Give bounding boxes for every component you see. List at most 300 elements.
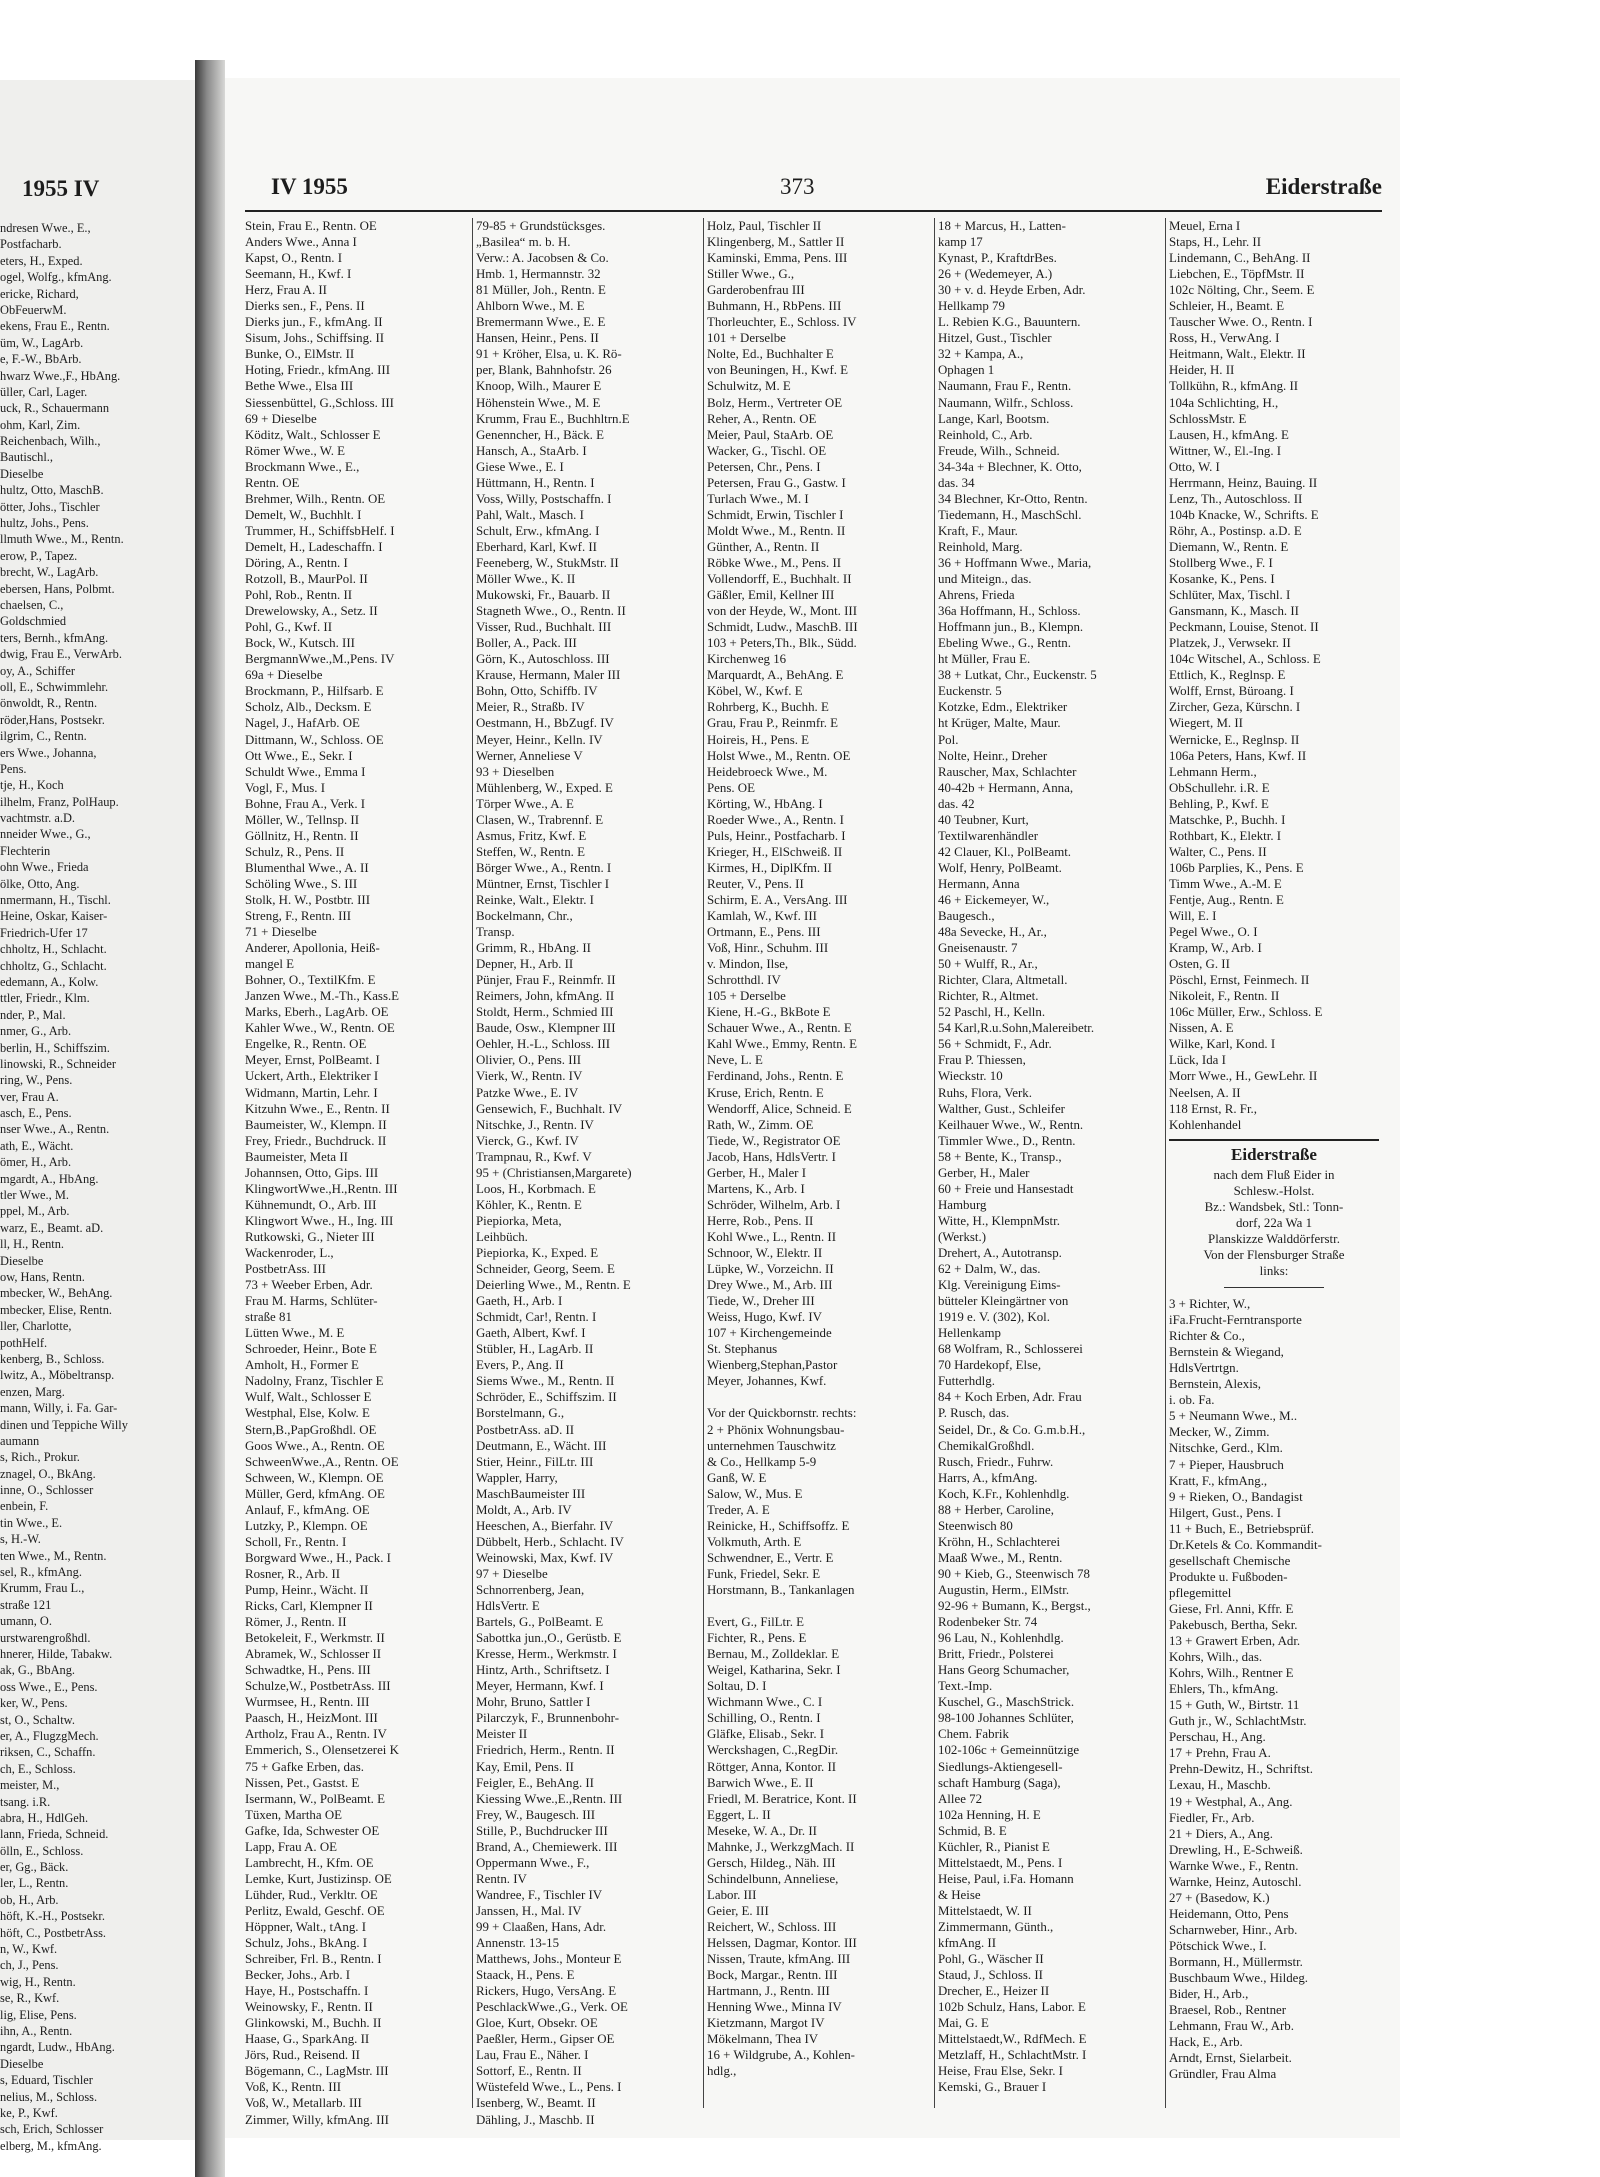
listing-entry: Lehmann, Frau W., Arb. [1169,2019,1294,2034]
listing-entry: Görn, K., Autoschloss. III [476,652,610,667]
facing-page-entry: nelius, M., Schloss. [0,2089,98,2104]
listing-entry: Genenncher, H., Bäck. E [476,427,604,442]
listing-entry: Vierck, G., Kwf. IV [476,1133,579,1148]
listing-entry: Staps, H., Lehr. II [1169,235,1262,250]
listing-entry: Hoting, Friedr., kfmAng. III [245,363,391,378]
facing-page-entry: ers Wwe., Johanna, [0,745,97,760]
listing-entry: das. 42 [938,796,975,811]
facing-page-entry: tin Wwe., E. [0,1515,63,1530]
facing-page-entry: höft, C., PostbetrAss. [0,1925,107,1940]
facing-page-entry: straße 121 [0,1597,52,1612]
column-divider [934,218,935,2108]
listing-entry: Matschke, P., Buchh. I [1169,812,1286,827]
column-divider [472,218,473,2108]
listing-entry: Peckmann, Louise, Stenot. II [1169,620,1319,635]
listing-entry: Deutmann, E., Wächt. III [476,1438,607,1453]
listing-entry: Piepiorka, Meta, [476,1213,562,1228]
listing-entry: Ruhs, Flora, Verk. [938,1085,1032,1100]
listing-entry: Döring, A., Rentn. I [245,555,348,570]
listing-entry: Dittmann, W., Schloss. OE [245,732,384,747]
listing-entry: Reinke, Walt., Elektr. I [476,892,594,907]
listing-entry: 68 Wolfram, R., Schlosserei [938,1342,1083,1357]
listing-entry: Patzke Wwe., E. IV [476,1085,579,1100]
listing-entry: Brehmer, Wilh., Rentn. OE [245,491,386,506]
facing-page-entry: röder,Hans, Postsekr. [0,712,105,727]
listing-entry: Pegel Wwe., O. I [1169,925,1258,940]
listing-entry: 16 + Wildgrube, A., Kohlen- [707,2048,855,2063]
listing-entry: Grau, Frau P., Reinmfr. E [707,716,839,731]
listing-entry: Vogl, F., Mus. I [245,780,326,795]
listing-entry: Schulwitz, M. E [707,379,791,394]
facing-page-entry: Dieselbe [0,466,44,481]
listing-entry: hdlg., [707,2064,737,2079]
listing-entry: 81 Müller, Joh., Rentn. E [476,283,606,298]
listing-entry: Rentn. OE [245,475,300,490]
listing-entry: pflegemittel [1169,1585,1232,1600]
facing-page-entry: berlin, H., Schiffszim. [0,1040,110,1055]
listing-entry: Kramp, W., Arb. I [1169,941,1262,956]
facing-page-entry: s, H.-W. [0,1532,41,1547]
street-info-line: links: [1259,1264,1289,1278]
listing-entry: Hüttmann, H., Rentn. I [476,475,595,490]
facing-page-entry: Krumm, Frau L., [0,1581,85,1596]
listing-entry: 11 + Buch, E., Betriebsprüf. [1169,1521,1314,1536]
listing-entry: 102a Henning, H. E [938,1807,1041,1822]
street-info-line: Planskizze Walddörferstr. [1208,1231,1340,1246]
listing-entry: 34 Blechner, Kr-Otto, Rentn. [938,491,1088,506]
listing-entry: Weinowsky, F., Rentn. II [245,2000,373,2015]
facing-page-entry: ke, P., Kwf. [0,2105,58,2120]
listing-entry: PostbetrAss. III [245,1262,326,1277]
listing-entry: Anders Wwe., Anna I [245,235,357,250]
facing-page-entry: tje, H., Koch [0,778,64,793]
listing-entry: 99 + Claaßen, Hans, Adr. [476,1919,607,1934]
facing-page-entry: oy, A., Schiffer [0,663,76,678]
listing-entry: 90 + Kieb, G., Steenwisch 78 [938,1566,1090,1581]
listing-entry: 30 + v. d. Heyde Erben, Adr. [938,283,1086,298]
facing-page-entry: Pens. [0,761,27,776]
listing-entry: Baumeister, Meta II [245,1149,348,1164]
listing-entry: BergmannWwe.,M.,Pens. IV [245,652,395,667]
listing-entry: Schmid, B. E [938,1823,1007,1838]
listing-entry: Kiessing Wwe.,E.,Rentn. III [476,1791,623,1806]
listing-entry: Meyer, Heinr., Kelln. IV [476,732,603,747]
listing-entry: Wurmsee, H., Rentn. III [245,1695,370,1710]
listing-entry: Meyer, Hermann, Kwf. I [476,1679,604,1694]
listing-entry: Abramek, W., Schlosser II [245,1647,382,1662]
listing-entry: Guth jr., W., SchlachtMstr. [1169,1714,1307,1729]
listing-entry: Nissen, A. E [1169,1021,1234,1036]
listing-entry: Wendorff, Alice, Schneid. E [707,1101,852,1116]
listing-entry: Meyer, Ernst, PolBeamt. I [245,1053,380,1068]
listing-entry: Anlauf, F., kfmAng. OE [245,1502,370,1517]
listing-entry: Wandree, F., Tischler IV [476,1887,603,1902]
listing-entry: Feigler, E., BehAng. II [476,1775,594,1790]
listing-entry: Hoireis, H., Pens. E [707,732,810,747]
listing-entry: Kirchenweg 16 [707,652,787,667]
listing-entry: Bohne, Frau A., Verk. I [245,796,366,811]
listing-entry: Allee 72 [938,1791,983,1806]
listing-entry: Timm Wwe., A.-M. E [1169,876,1282,891]
listing-entry: 38 + Lutkat, Chr., Euckenstr. 5 [938,668,1097,683]
listing-entry: Isenberg, W., Beamt. II [476,2096,596,2111]
listing-entry: Visser, Rud., Buchhalt. III [476,620,612,635]
listing-entry: Isermann, W., PolBeamt. E [245,1791,385,1806]
listing-entry: Witte, H., KlempnMstr. [938,1213,1060,1228]
page-header [225,174,1382,212]
listing-entry: schaft Hamburg (Saga), [938,1775,1061,1790]
listing-entry: Giese, Frl. Anni, Kffr. E [1169,1601,1294,1616]
listing-entry: Scharnweber, Hinr., Arb. [1169,1922,1298,1937]
listing-entry: Nikoleit, F., Rentn. II [1169,989,1280,1004]
listing-entry: Stoldt, Herm., Schmied III [476,1005,614,1020]
facing-page-entry: chaelsen, C., [0,597,64,612]
facing-page-entry: Bautischl., [0,450,53,465]
facing-page-entry: ngardt, Ludw., HbAng. [0,2040,115,2055]
listing-entry: Schulz, R., Pens. II [245,844,345,859]
listing-entry: Schmidt, Car!, Rentn. I [476,1310,597,1325]
listing-entry: Freude, Wilh., Schneid. [938,443,1060,458]
listing-entry: 104a Schlichting, H., [1169,395,1279,410]
facing-page-entry: hwarz Wwe.,F., HbAng. [0,368,121,383]
listing-entry: Krause, Hermann, Maler III [476,668,621,683]
facing-page-entry: st, O., Schaltw. [0,1712,75,1727]
listing-entry: Müntner, Ernst, Tischler I [476,876,610,891]
listing-entry: Streng, F., Rentn. III [245,909,352,924]
listing-entry: von Beuningen, H., Kwf. E [707,363,849,378]
listing-entry: Petersen, Chr., Pens. I [707,459,821,474]
listing-entry: Gansmann, K., Masch. II [1169,604,1299,619]
listing-entry: v. Mindon, Ilse, [707,957,789,972]
facing-page-entry: meister, M., [0,1778,60,1793]
listing-entry: Heeschen, A., Bierfahr. IV [476,1518,614,1533]
facing-page-entry: üller, Carl, Lager. [0,384,88,399]
listing-entry: Oehler, H.-L., Schloss. III [476,1037,611,1052]
listing-entry: Lehmann Herm., [1169,764,1257,779]
listing-entry: Becker, Johs., Arb. I [245,1968,351,1983]
facing-page-entry: üm, W., LagArb. [0,335,84,350]
listing-entry: Stille, P., Buchdrucker III [476,1823,608,1838]
listing-entry: Herz, Frau A. II [245,283,327,298]
listing-entry: Schröder, E., Schiffszim. II [476,1390,617,1405]
listing-entry: Stern,B.,PapGroßhdl. OE [245,1422,377,1437]
facing-page-entry: önwoldt, R., Rentn. [0,696,98,711]
listing-entry: Wieckstr. 10 [938,1069,1003,1084]
listing-entry: Hmb. 1, Hermannstr. 32 [476,267,601,282]
listing-entry: Scholz, Alb., Decksm. E [245,700,372,715]
facing-page-entry: uck, R., Schauermann [0,401,110,416]
listing-entry: Tollkühn, R., kfmAng. II [1169,379,1299,394]
listing-entry: Loos, H., Korbmach. E [476,1181,596,1196]
listing-entry: iFa.Frucht-Ferntransporte [1169,1313,1302,1328]
listing-entry: Wüstefeld Wwe., L., Pens. I [476,2080,622,2095]
listing-entry: Bethe Wwe., Elsa III [245,379,354,394]
street-info-line: Schlesw.-Holst. [1233,1183,1315,1198]
listing-entry: 88 + Herber, Caroline, [938,1502,1054,1517]
listing-entry: 50 + Wulff, R., Ar., [938,957,1038,972]
facing-page-entry: mgardt, A., HbAng. [0,1171,99,1186]
listing-entry: Amholt, H., Former E [245,1358,359,1373]
listing-entry: Chem. Fabrik [938,1727,1009,1742]
listing-entry: Ferdinand, Johs., Rentn. E [707,1069,844,1084]
listing-entry: Augustin, Herm., ElMstr. [938,1582,1070,1597]
listing-entry: Behling, P., Kwf. E [1169,796,1269,811]
listing-entry: Kitzuhn Wwe., E., Rentn. II [245,1101,390,1116]
listing-entry: Pötschick Wwe., I. [1169,1938,1267,1953]
listing-entry: Hansch, A., StaArb. I [476,443,587,458]
facing-page-entry: s, Eduard, Tischler [0,2073,93,2088]
listing-entry: Höhenstein Wwe., M. E [476,395,601,410]
listing-entry: Pohl, G., Kwf. II [245,620,333,635]
listing-entry: 34-34a + Blechner, K. Otto, [938,459,1082,474]
listing-entry: P. Rusch, das. [938,1406,1010,1421]
listing-entry: 15 + Guth, W., Birtstr. 11 [1169,1698,1300,1713]
listing-entry: 107 + Kirchengemeinde [707,1326,832,1341]
listing-entry: 54 Karl,R.u.Sohn,Malereibetr. [938,1021,1095,1036]
listing-entry: 75 + Gafke Erben, das. [245,1759,364,1774]
listing-entry: Jacob, Hans, HdlsVertr. I [707,1149,836,1164]
listing-entry: Wacker, G., Tischl. OE [707,443,827,458]
listing-entry: Gläfke, Elisab., Sekr. I [707,1727,825,1742]
listing-entry: Sabottka jun.,O., Gerüstb. E [476,1631,622,1646]
listing-entry: Kohlenhandel [1169,1117,1242,1132]
listing-entry: 91 + Kröher, Elsa, u. K. Rö- [476,347,622,362]
listing-entry: Kaminski, Emma, Pens. III [707,251,848,266]
listing-entry: Hans Georg Schumacher, [938,1663,1070,1678]
facing-page-entry: sel, R., kfmAng. [0,1565,82,1580]
listing-entry: 102b Schulz, Hans, Labor. E [938,2000,1086,2015]
listing-entry: Hitzel, Gust., Tischler [938,331,1052,346]
listing-entry: Ott Wwe., E., Sekr. I [245,748,353,763]
listing-entry: Perschau, H., Ang. [1169,1730,1266,1745]
listing-entry: Grimm, R., HbAng. II [476,941,591,956]
listing-entry: Tiede, W., Dreher III [707,1294,815,1309]
listing-entry: Müller, Gerd, kfmAng. OE [245,1486,385,1501]
listing-entry: Mittelstaedt,W., RdfMech. E [938,2032,1087,2047]
listing-entry: Kröhn, H., Schlachterei [938,1534,1061,1549]
listing-entry: Annenstr. 13-15 [476,1936,560,1951]
listing-entry: 79-85 + Grundstücksges. [476,219,606,233]
listing-entry: 69a + Dieselbe [245,668,323,683]
listing-entry: Schilling, O., Rentn. I [707,1711,821,1726]
listing-entry: Mittelstaedt, W. II [938,1903,1032,1918]
listing-entry: Reuter, V., Pens. II [707,876,804,891]
listing-entry: Friedrich, Herm., Rentn. II [476,1743,615,1758]
listing-entry: Schneider, Georg, Seem. E [476,1262,615,1277]
listing-entry: Kahl Wwe., Emmy, Rentn. E [707,1037,858,1052]
listing-entry: Ebeling Wwe., G., Rentn. [938,636,1071,651]
listing-entry: Braesel, Rob., Rentner [1169,2003,1287,2018]
listing-entry: Janzen Wwe., M.-Th., Kass.E [245,989,400,1004]
listing-entry: Asmus, Fritz, Kwf. E [476,828,587,843]
facing-page-entry: riksen, C., Schaffn. [0,1745,96,1760]
listing-entry: Schroeder, Heinr., Bote E [245,1342,377,1357]
listing-entry: Uckert, Arth., Elektriker I [245,1069,379,1084]
listing-entry: Rath, W., Zimm. OE [707,1117,814,1132]
listing-entry: Demelt, H., Ladeschaffn. I [245,539,383,554]
listing-entry: Johannsen, Otto, Gips. III [245,1165,379,1180]
listing-entry: SchlossMstr. E [1169,411,1247,426]
facing-page-entry: lig, Elise, Pens. [0,2007,77,2022]
listing-entry: Piepiorka, K., Exped. E [476,1246,599,1260]
listing-entry: Siems Wwe., M., Rentn. II [476,1374,615,1389]
listing-entry: Trummer, H., SchiffsbHelf. I [245,523,395,538]
listing-entry: Mai, G. E [938,2016,989,2031]
facing-page-entry: ilhelm, Franz, PolHaup. [0,794,119,809]
listing-entry: Kosanke, K., Pens. I [1169,572,1275,587]
listing-entry: Nissen, Pet., Gastst. E [245,1775,360,1790]
facing-page-entry: ler, L., Rentn. [0,1876,69,1891]
facing-page-header: 1955 IV [22,176,100,201]
book-gutter [195,60,225,2177]
facing-page-entry: hnerer, Hilde, Tabakw. [0,1646,113,1661]
listing-entry: 70 Hardekopf, Else, [938,1358,1042,1373]
listing-entry: Marks, Eberh., LagArb. OE [245,1005,389,1020]
listing-column-4 [938,218,1164,2138]
listing-entry: 3 + Richter, W., [1169,1297,1251,1312]
listing-entry: Baumeister, W., Klempn. II [245,1117,387,1132]
listing-entry: Bock, W., Kutsch. III [245,636,355,651]
listing-entry: Osten, G. II [1169,957,1230,972]
listing-entry: Ross, H., VerwAng. I [1169,331,1280,346]
listing-entry: Drecher, E., Heizer II [938,1984,1050,1999]
listing-entry: 26 + (Wedemeyer, A.) [938,267,1053,282]
listing-entry: Schult, Erw., kfmAng. I [476,523,600,538]
listing-entry: Bohn, Otto, Schiffb. IV [476,684,598,699]
listing-entry: Lück, Ida I [1169,1053,1226,1068]
listing-entry: 21 + Diers, A., Ang. [1169,1826,1273,1841]
facing-page-entry: ller, Charlotte, [0,1319,72,1334]
listing-entry: Text.-Imp. [938,1679,993,1694]
listing-entry: Wienberg,Stephan,Pastor [707,1358,838,1373]
listing-entry: 102c Nölting, Chr., Seem. E [1169,283,1315,298]
listing-entry: Bernstein & Wiegand, [1169,1345,1284,1360]
listing-entry: Paasch, H., HeizMont. III [245,1711,378,1726]
listing-entry: Kay, Emil, Pens. II [476,1759,574,1774]
listing-entry: Krumm, Frau E., Buchhltrn.E [476,411,630,426]
facing-page-entry: nser Wwe., A., Rentn. [0,1122,110,1137]
listing-entry: Anderer, Apollonia, Heiß- [245,941,380,956]
listing-entry: HdlsVertrtgn. [1169,1361,1239,1376]
listing-entry: 18 + Marcus, H., Latten- [938,219,1066,233]
listing-entry: Nadolny, Franz, Tischler E [245,1374,384,1389]
listing-entry: Herrmann, Heinz, Bauing. II [1169,475,1318,490]
facing-page-entry: Postfacharb. [0,237,62,252]
listing-entry: Gloe, Kurt, Obsekr. OE [476,2016,598,2031]
listing-entry: 105 + Derselbe [707,989,786,1004]
facing-page-entry: e, F.-W., BbArb. [0,352,82,367]
listing-entry: 96 Lau, N., Kohlenhdlg. [938,1631,1064,1646]
listing-entry: Schuldt Wwe., Emma I [245,764,366,779]
facing-page-entry: oss Wwe., E., Pens. [0,1679,98,1694]
facing-page-entry: ohm, Karl, Zim. [0,417,81,432]
listing-entry: Ricks, Carl, Klempner II [245,1599,373,1614]
listing-entry: Voss, Willy, Postschaffn. I [476,491,612,506]
listing-entry: Frey, W., Baugesch. III [476,1807,596,1822]
listing-entry: Schrotthdl. IV [707,973,781,988]
facing-page-entry: ker, W., Pens. [0,1696,68,1711]
listing-entry: Kemski, G., Brauer I [938,2080,1047,2095]
listing-entry: 58 + Bente, K., Transp., [938,1149,1062,1164]
listing-entry: Ahlborn Wwe., M. E [476,299,585,314]
listing-entry: Klg. Vereinigung Eims- [938,1278,1061,1293]
listing-entry: 104b Knacke, W., Schrifts. E [1169,507,1319,522]
listing-entry: Hilgert, Gust., Pens. I [1169,1505,1282,1520]
listing-entry: Herre, Rob., Pens. II [707,1213,814,1228]
facing-page-entry: ötter, Johs., Tischler [0,499,100,514]
listing-entry: 5 + Neumann Wwe., M.. [1169,1409,1298,1424]
listing-entry: Drehert, A., Autotransp. [938,1246,1062,1260]
listing-entry: Verw.: A. Jacobsen & Co. [476,251,609,266]
listing-entry: Schleier, H., Beamt. E [1169,299,1285,314]
listing-entry: PostbetrAss. aD. II [476,1422,575,1437]
listing-entry: 9 + Rieken, O., Bandagist [1169,1489,1303,1504]
listing-entry: Nolte, Heinr., Dreher [938,748,1048,763]
listing-entry: Dr.Ketels & Co. Kommandit- [1169,1537,1322,1552]
listing-entry: Lexau, H., Maschb. [1169,1778,1271,1793]
listing-entry: Ortmann, E., Pens. III [707,925,821,940]
listing-entry: 69 + Dieselbe [245,411,317,426]
listing-entry: Brand, A., Chemiewerk. III [476,1839,618,1854]
listing-entry: 103 + Peters,Th., Blk., Südd. [707,636,857,651]
facing-page-entry: ring, W., Pens. [0,1073,73,1088]
listing-entry: Pens. OE [707,780,755,795]
listing-entry: Ettlich, K., Reglnsp. E [1169,668,1286,683]
street-section-title: Eiderstraße [1169,1139,1379,1167]
listing-entry: Trampnau, R., Kwf. V [476,1149,592,1164]
listing-entry: Wappler, Harry, [476,1470,558,1485]
header-rule [245,210,1382,212]
facing-page-entry: chholtz, H., Schlacht. [0,942,107,957]
facing-page-entry: Goldschmied [0,614,67,629]
listing-entry: 104c Witschel, A., Schloss. E [1169,652,1321,667]
listing-entry: Pohl, Rob., Rentn. II [245,588,353,603]
listing-entry: von der Heyde, W., Mont. III [707,604,858,619]
listing-entry: Britt, Friedr., Polsterei [938,1647,1054,1662]
listing-entry: Wolff, Ernst, Büroang. I [1169,684,1294,699]
listing-entry: Frau P. Thiessen, [938,1053,1026,1068]
listing-entry: Platzek, J., Verwsekr. II [1169,636,1291,651]
facing-page-entry: ihn, A., Rentn. [0,2023,73,2038]
facing-page-entry: tler Wwe., M. [0,1188,69,1203]
listing-entry: Stiller Wwe., G., [707,267,795,282]
listing-entry: Feeneberg, W., StukMstr. II [476,555,619,570]
listing-entry: Schmidt, Ludw., MaschB. III [707,620,858,635]
listing-entry: Walter, C., Pens. II [1169,844,1267,859]
listing-entry: Labor. III [707,1887,757,1902]
listing-entry: ht Krüger, Malte, Maur. [938,716,1061,731]
listing-entry: Rutkowski, G., Nieter III [245,1229,375,1244]
listing-entry: Keilhauer Wwe., W., Rentn. [938,1117,1084,1132]
listing-entry: Meister II [476,1727,528,1742]
listing-entry: Pöschl, Ernst, Feinmech. II [1169,973,1310,988]
listing-entry: Ganß, W. E [707,1470,767,1485]
listing-entry: MaschBaumeister III [476,1486,586,1501]
listing-entry: Bremermann Wwe., E. E [476,315,606,330]
listing-entry: Liebchen, E., TöpfMstr. II [1169,267,1305,282]
facing-page-entry: chholtz, G., Schlacht. [0,958,107,973]
facing-page-entry: warz, E., Beamt. aD. [0,1220,104,1235]
listing-entry: Schindelbunn, Anneliese, [707,1871,839,1886]
listing-entry: Nissen, Traute, kfmAng. III [707,1952,851,1967]
facing-page-entry: mann, Willy, i. Fa. Gar- [0,1401,118,1416]
facing-page-listing [0,220,190,2154]
listing-entry: Barwich Wwe., E. II [707,1775,814,1790]
listing-entry: Funk, Friedel, Sekr. E [707,1566,821,1581]
listing-entry: KlingwortWwe.,H.,Rentn. III [245,1181,398,1196]
facing-page-entry: hultz, Johs., Pens. [0,516,89,531]
listing-entry: Demelt, W., Buchhlt. I [245,507,362,522]
